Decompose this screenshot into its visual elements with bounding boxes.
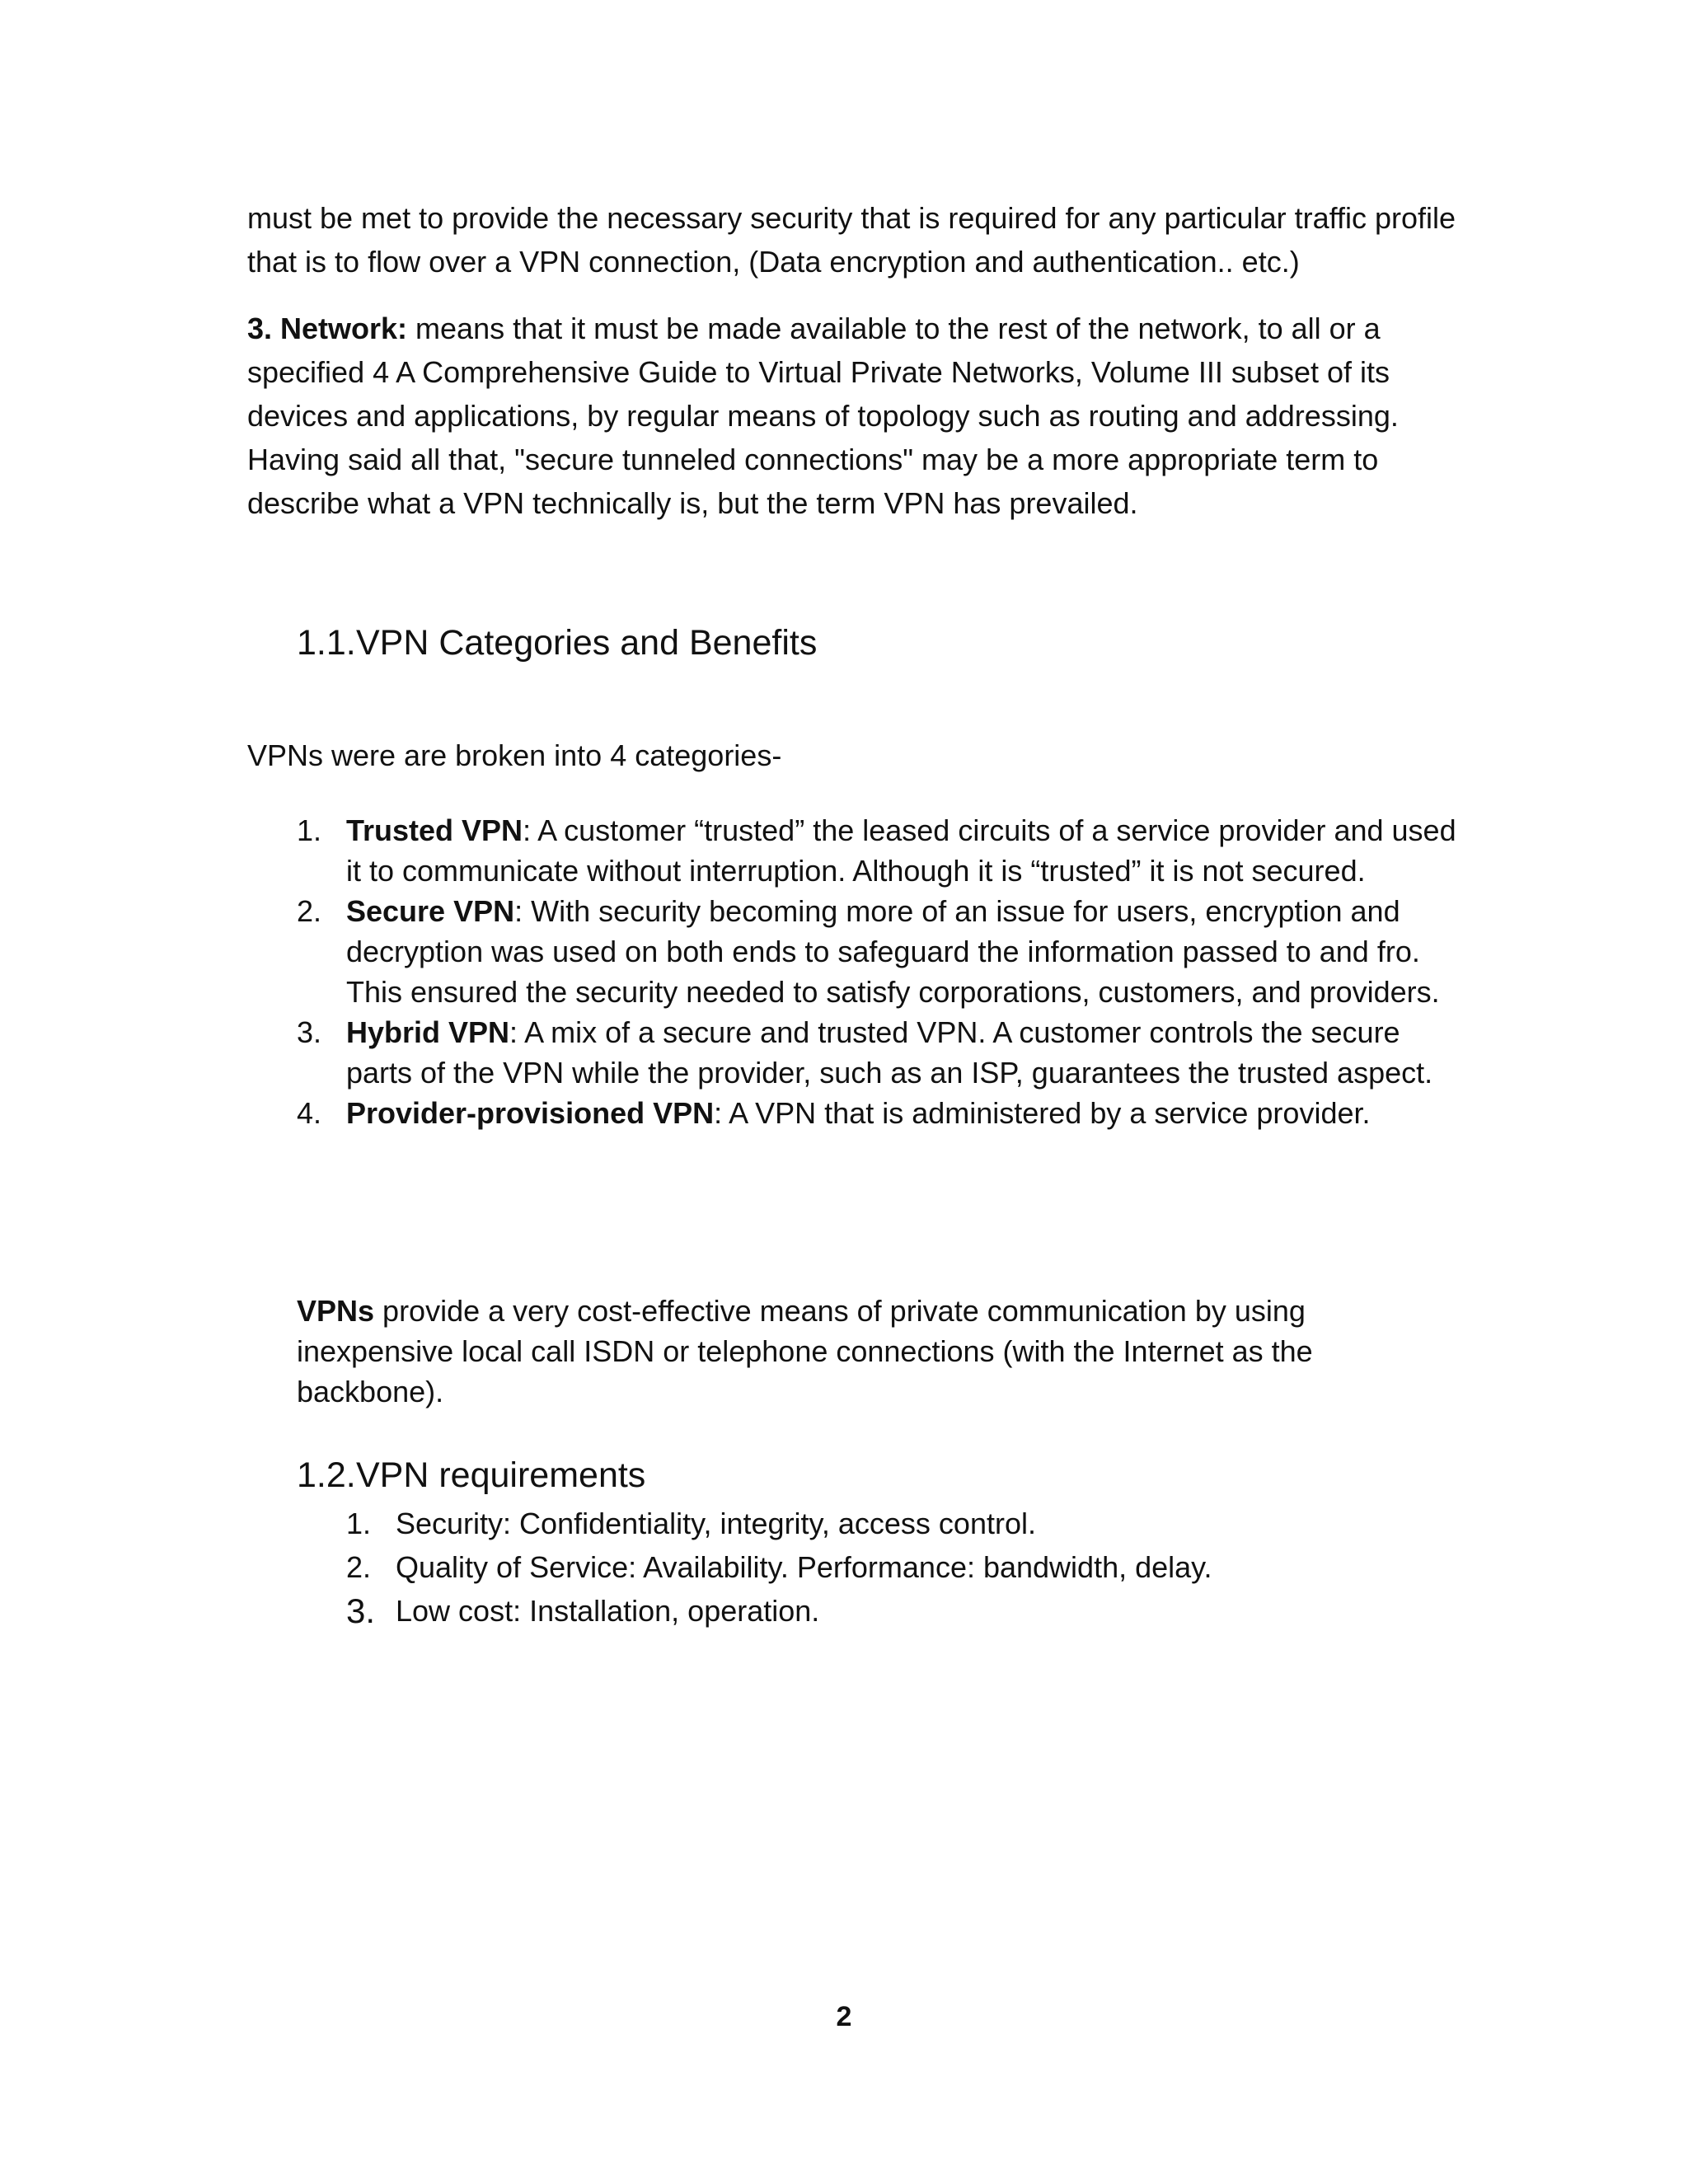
requirements-list bbox=[346, 1502, 1418, 1633]
categories-list bbox=[297, 810, 1467, 1133]
list-item bbox=[297, 1012, 1467, 1093]
list-item-text: : With security becoming more of an issue for users, encryption and decryption was used on both ends to safeguard the information passed to and fro. This ensured the security needed to satisfy corporations, customers, and providers. bbox=[346, 894, 1440, 1009]
section-title: VPN requirements bbox=[356, 1455, 646, 1495]
list-marker: 2. bbox=[346, 1550, 372, 1584]
network-paragraph bbox=[247, 307, 1459, 525]
section-number: 1.1. bbox=[297, 623, 356, 663]
list-item-text: Quality of Service: Availability. Performance: bandwidth, delay. bbox=[396, 1550, 1212, 1584]
list-marker: 4. bbox=[297, 1096, 322, 1130]
list-item bbox=[297, 810, 1467, 891]
list-item-term: Hybrid VPN bbox=[346, 1015, 510, 1049]
section-number: 1.2. bbox=[297, 1455, 356, 1495]
list-item-text: : A mix of a secure and trusted VPN. A customer controls the secure parts of the VPN while the provider, such as an ISP, guarantees the trusted aspect. bbox=[346, 1015, 1433, 1090]
network-text: means that it must be made available to the rest of the network, to all or a specified 4 A Comprehensive Guide to Virtual Private Networks, Volume III subset of its devices and applications, by regular means of topology such as routing and addressing. Having said all that, "secure tunneled connections" may be a more appropriate term to describe what a VPN technically is, but the term VPN has prevailed. bbox=[247, 312, 1399, 520]
list-item bbox=[346, 1545, 1418, 1589]
list-marker: 1. bbox=[346, 1507, 372, 1540]
section-title: VPN Categories and Benefits bbox=[356, 623, 818, 663]
list-item bbox=[297, 891, 1467, 1012]
list-item-text: : A VPN that is administered by a service provider. bbox=[714, 1096, 1371, 1130]
list-item-term: Secure VPN bbox=[346, 894, 515, 928]
list-marker: 2. bbox=[297, 894, 322, 928]
list-item bbox=[346, 1502, 1418, 1545]
categories-intro: VPNs were are broken into 4 categories- bbox=[247, 738, 782, 772]
list-item-text: Security: Confidentiality, integrity, access control. bbox=[396, 1507, 1036, 1540]
network-label: 3. Network: bbox=[247, 312, 408, 345]
page-number: 2 bbox=[836, 2001, 852, 2032]
list-item bbox=[297, 1093, 1467, 1133]
list-item-text: : A customer “trusted” the leased circuits of a service provider and used it to communicate without interruption. Although it is “trusted” it is not secured. bbox=[346, 813, 1456, 888]
section-heading-categories bbox=[297, 620, 817, 666]
list-marker: 1. bbox=[297, 813, 322, 847]
section-heading-requirements bbox=[297, 1452, 645, 1498]
benefits-text: provide a very cost-effective means of private communication by using inexpensive local call ISDN or telephone connections (with the Internet as the backbone). bbox=[297, 1294, 1313, 1408]
list-marker: 3. bbox=[297, 1015, 322, 1049]
list-item-term: Provider-provisioned VPN bbox=[346, 1096, 715, 1130]
benefits-term: VPNs bbox=[297, 1294, 375, 1328]
intro-paragraph: must be met to provide the necessary security that is required for any particular traffic profile that is to flow over a VPN connection, (Data encryption and authentication.. etc.) bbox=[247, 201, 1456, 279]
list-item bbox=[346, 1589, 1418, 1633]
benefits-paragraph bbox=[297, 1291, 1451, 1412]
list-item-text: Low cost: Installation, operation. bbox=[396, 1594, 820, 1628]
list-item-term: Trusted VPN bbox=[346, 813, 523, 847]
list-marker: 3. bbox=[346, 1591, 376, 1630]
